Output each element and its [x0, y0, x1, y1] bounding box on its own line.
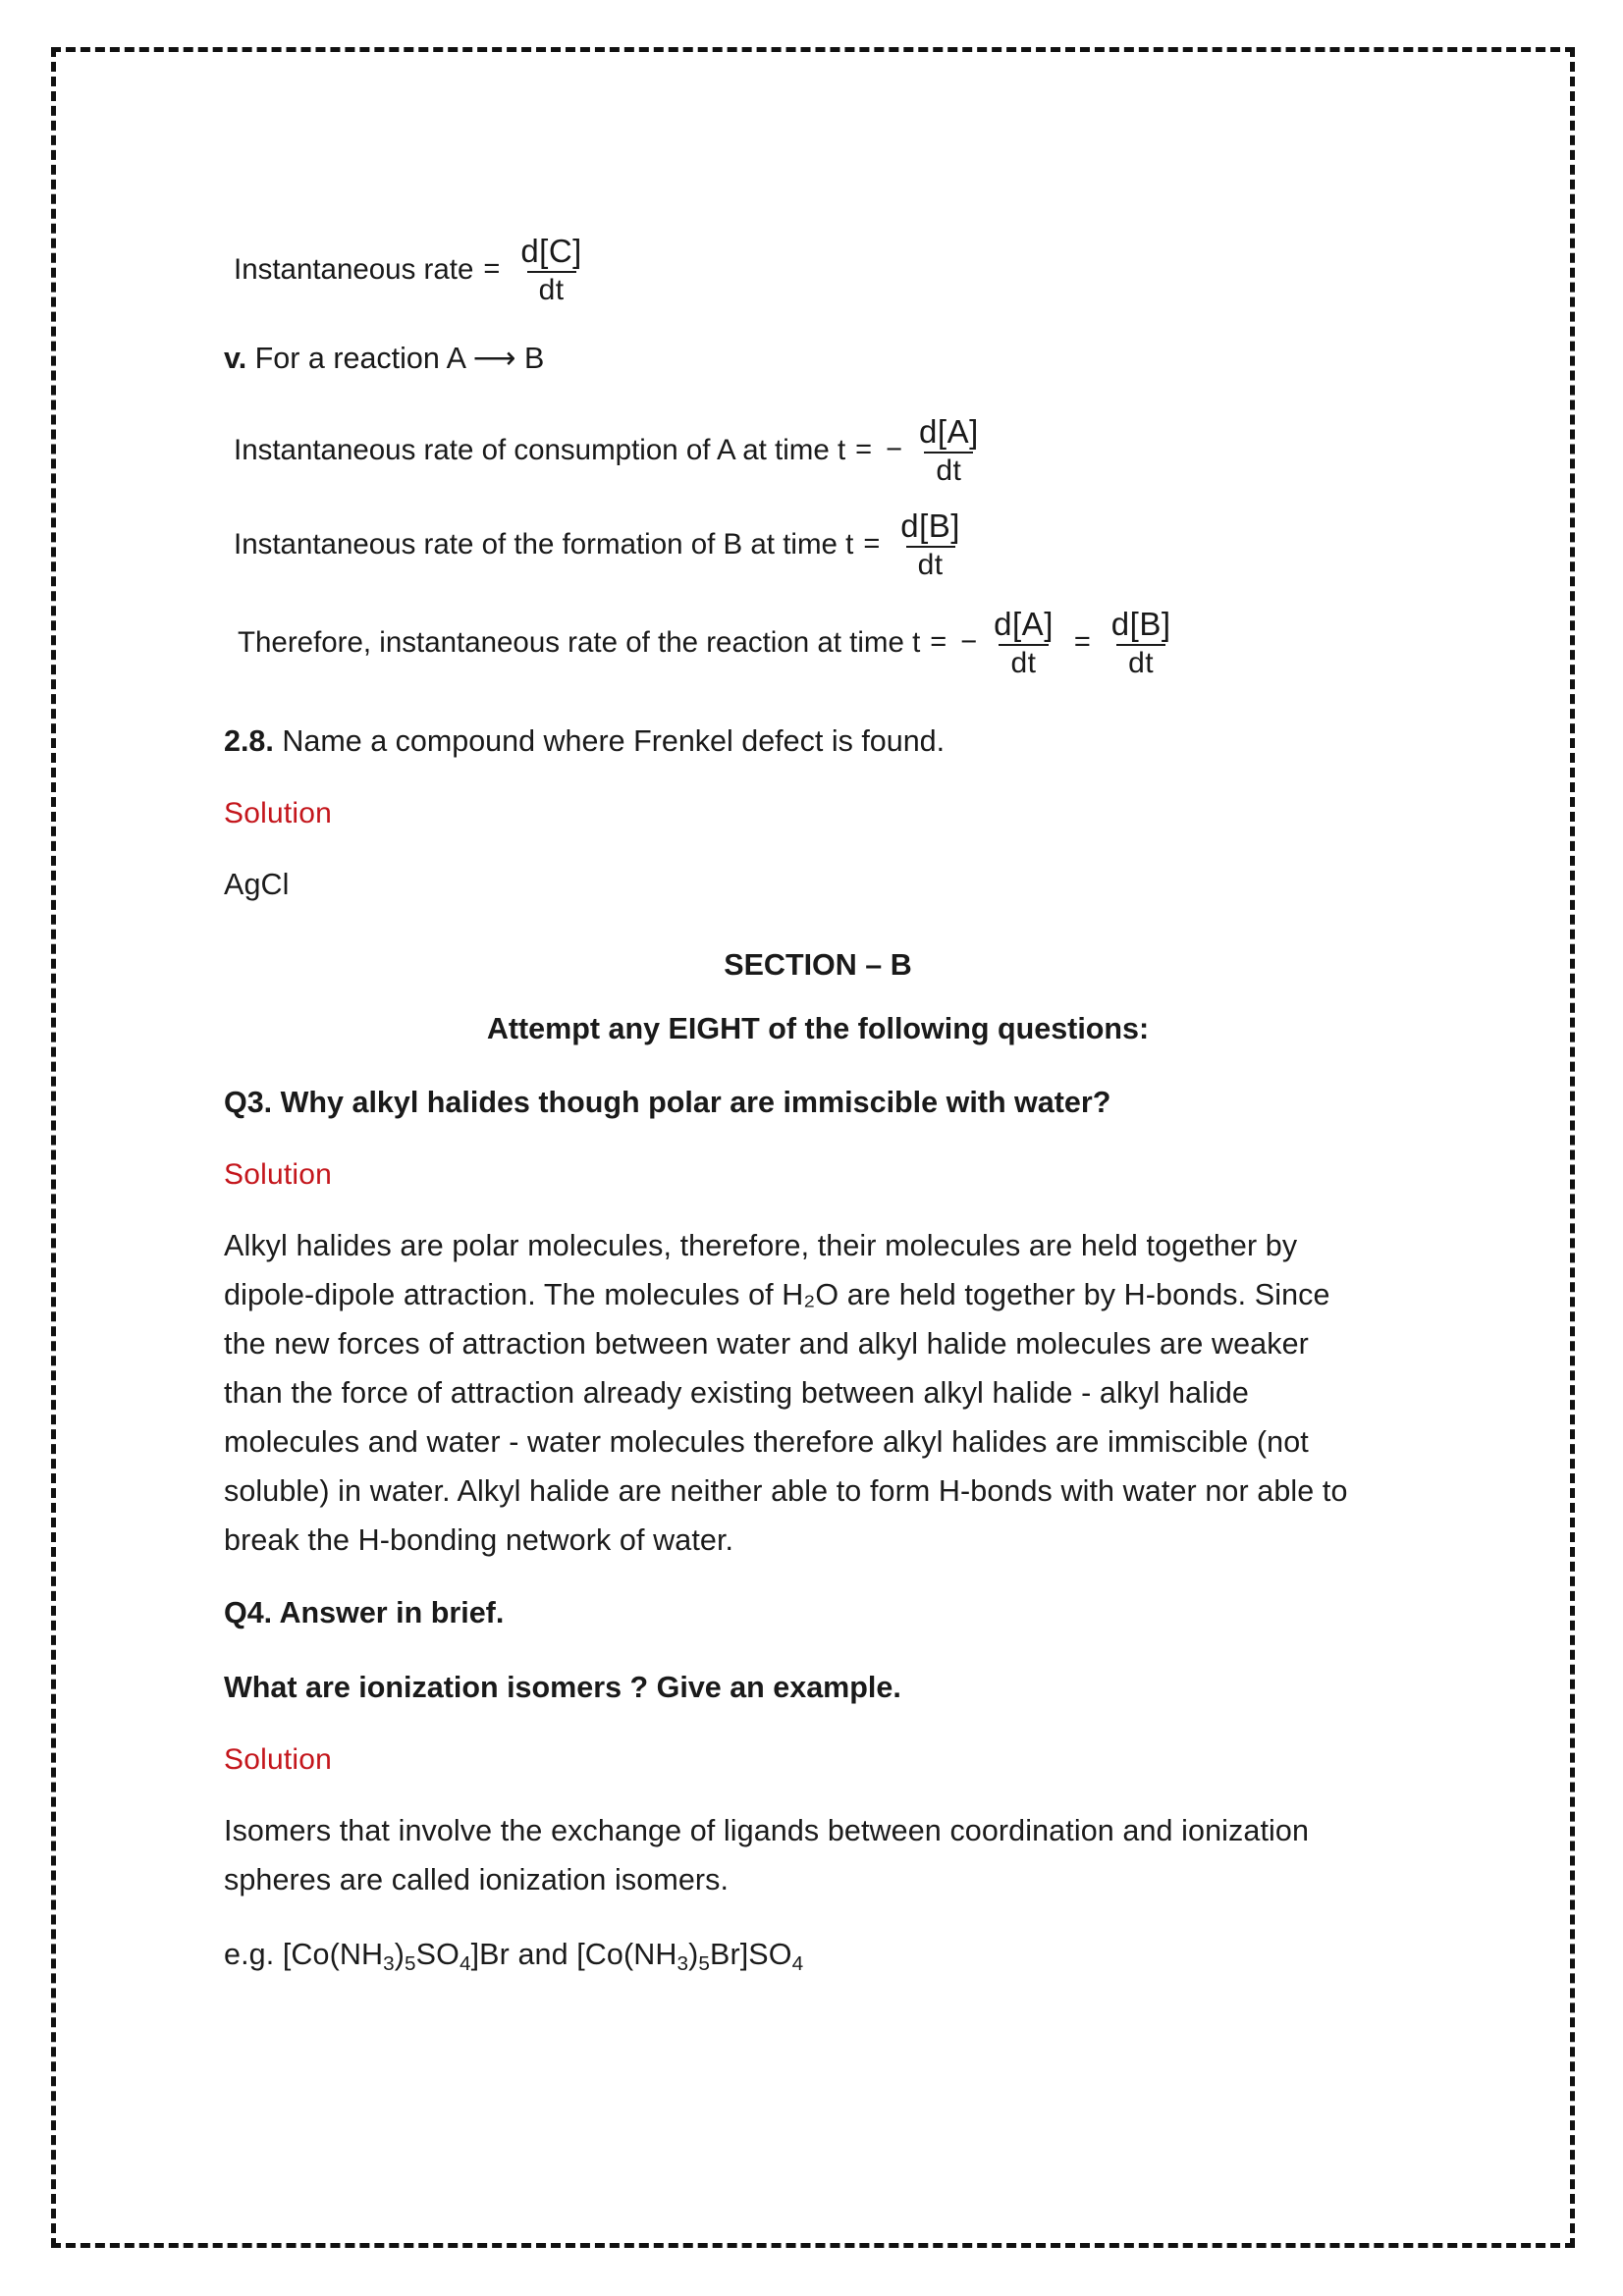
answer-line: dipole-dipole attraction. The molecules of H₂O are held together by H-bonds. Since: [224, 1278, 1330, 1312]
equation-label: Instantaneous rate: [234, 252, 474, 286]
page-content: [224, 234, 1412, 1989]
equation-label: Therefore, instantaneous rate of the reaction at time t: [238, 625, 921, 659]
question-4: Q4. Answer in brief.: [224, 1596, 505, 1630]
fraction-db-dt: [895, 508, 965, 581]
fraction-da-dt: [914, 414, 984, 487]
formula-subscript: 4: [791, 1951, 804, 1975]
equation-label: Instantaneous rate of consumption of A at time t: [234, 433, 846, 466]
solution-label-q4: Solution: [224, 1743, 333, 1777]
fraction-numerator: d[A]: [919, 413, 979, 451]
equation-instantaneous-rate: [234, 234, 1412, 306]
equals-sign-1: =: [930, 626, 947, 659]
solution-label-q3: Solution: [224, 1158, 333, 1192]
equation-therefore: [238, 607, 1412, 679]
answer-line: Alkyl halides are polar molecules, therefore, their molecules are held together by: [224, 1229, 1298, 1263]
answer-2-8: AgCl: [224, 868, 290, 902]
fraction-dc-dt: [515, 234, 587, 306]
minus-sign: −: [960, 626, 978, 659]
answer-line: the new forces of attraction between water and alkyl halide molecules are weaker: [224, 1327, 1309, 1362]
fraction-denominator: dt: [527, 271, 576, 306]
question-number: 2.8.: [224, 724, 274, 759]
formula-part: Br]SO: [710, 1938, 792, 1972]
formula-part: e.g. [Co(NH: [224, 1938, 384, 1972]
answer-line: than the force of attraction already existing between alkyl halide - alkyl halide: [224, 1376, 1249, 1411]
answer-line: molecules and water - water molecules therefore alkyl halides are immiscible (not: [224, 1425, 1309, 1460]
question-4-sub: What are ionization isomers ? Give an example.: [224, 1671, 901, 1705]
equation-consumption-a: [234, 414, 1412, 487]
fraction-numerator: d[C]: [520, 233, 582, 269]
fraction-db-dt: [1107, 607, 1176, 679]
equals-sign: =: [483, 253, 501, 286]
example-formula: [224, 1930, 1412, 1989]
answer-line: spheres are called ionization isomers.: [224, 1863, 730, 1897]
formula-part: ): [394, 1938, 406, 1972]
answer-q3: [224, 1221, 1412, 1565]
equation-label: Instantaneous rate of the formation of B at time t: [234, 527, 854, 561]
question-text: Name a compound where Frenkel defect is found.: [282, 724, 946, 759]
formula-subscript: 3: [383, 1951, 395, 1975]
reaction-line: [224, 336, 1412, 381]
fraction-denominator: dt: [999, 644, 1048, 679]
solution-label-2-8: Solution: [224, 797, 333, 830]
question-2-8: [224, 719, 1412, 764]
fraction-denominator: dt: [906, 546, 955, 581]
answer-line: soluble) in water. Alkyl halide are neither able to form H-bonds with water nor able to: [224, 1474, 1348, 1509]
formula-subscript: 5: [405, 1951, 416, 1975]
formula-part: ]Br and [Co(NH: [470, 1938, 677, 1972]
fraction-denominator: dt: [924, 452, 973, 487]
answer-q4: [224, 1806, 1412, 1904]
formula-subscript: 5: [698, 1951, 711, 1975]
fraction-numerator: d[B]: [1110, 606, 1171, 643]
list-marker: v.: [224, 342, 247, 376]
section-b-instruction: Attempt any EIGHT of the following questions:: [486, 1012, 1150, 1046]
formula-subscript: 4: [459, 1951, 471, 1975]
answer-line: break the H-bonding network of water.: [224, 1523, 734, 1558]
answer-line: Isomers that involve the exchange of ligands between coordination and ionization: [224, 1814, 1310, 1848]
formula-subscript: 3: [676, 1951, 689, 1975]
fraction-denominator: dt: [1116, 644, 1165, 679]
reaction-text: For a reaction A ⟶ B: [254, 342, 545, 376]
section-b-heading: SECTION – B: [724, 948, 912, 983]
formula-part: SO: [415, 1938, 460, 1972]
equals-sign: =: [863, 528, 881, 561]
equals-sign-2: =: [1073, 626, 1091, 659]
equals-sign: =: [855, 434, 873, 466]
formula-part: ): [688, 1938, 699, 1972]
fraction-da-dt: [989, 607, 1058, 679]
question-3: Q3. Why alkyl halides though polar are immiscible with water?: [224, 1086, 1111, 1120]
fraction-numerator: d[A]: [994, 606, 1054, 643]
minus-sign: −: [886, 434, 903, 466]
fraction-numerator: d[B]: [900, 507, 960, 545]
equation-formation-b: [234, 508, 1412, 581]
